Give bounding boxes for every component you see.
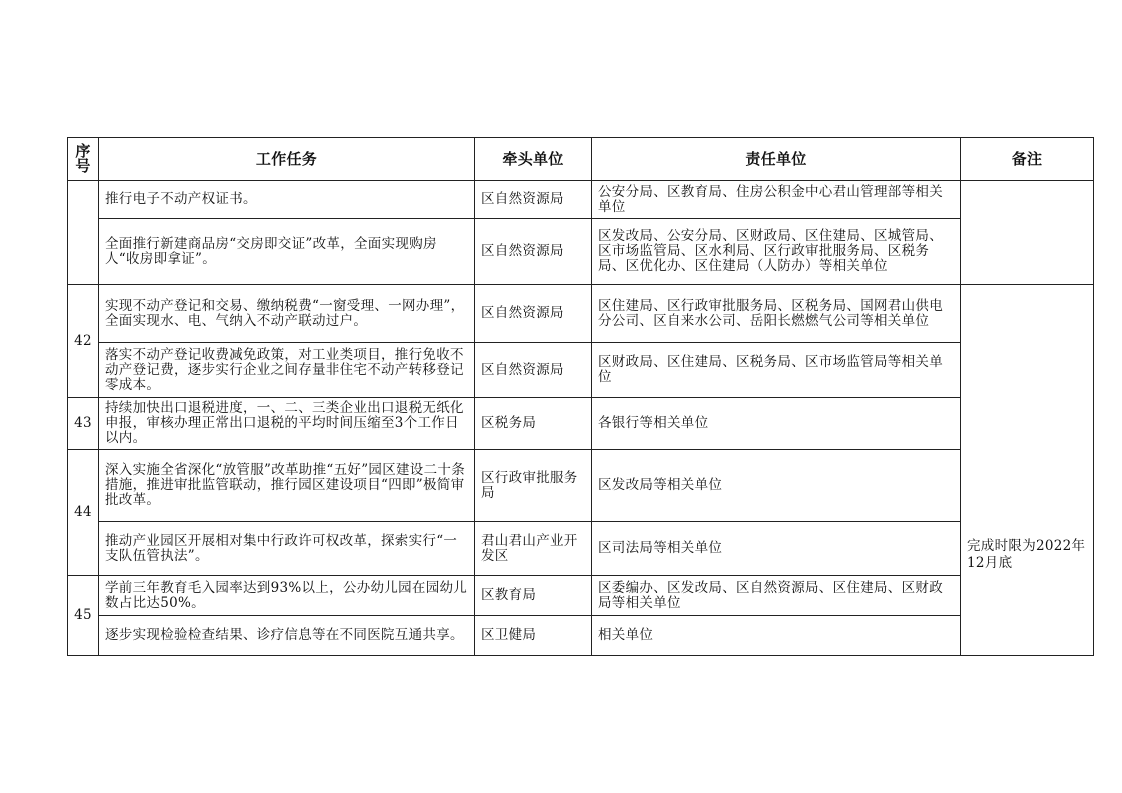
table-header-row <box>68 138 1094 181</box>
task-cell: 逐步实现检验检查结果、诊疗信息等在不同医院互通共享。 <box>99 616 475 656</box>
resp-cell: 区发改局、公安分局、区财政局、区住建局、区城管局、区市场监管局、区水利局、区行政审批服务局、区税务局、区优化办、区住建局（人防办）等相关单位 <box>592 219 961 285</box>
seq-cell: 44 <box>68 450 99 576</box>
task-cell: 深入实施全省深化“放管服”改革助推“五好”园区建设二十条措施，推进审批监管联动，推行园区建设项目“四即”极简审批改革。 <box>99 450 475 522</box>
lead-cell: 区税务局 <box>475 398 592 450</box>
table-row <box>68 398 1094 450</box>
note-cell <box>961 285 1094 656</box>
table-row <box>68 450 1094 522</box>
header-task: 工作任务 <box>99 138 475 181</box>
table-row <box>68 219 1094 285</box>
resp-cell: 区财政局、区住建局、区税务局、区市场监管局等相关单位 <box>592 343 961 398</box>
task-cell: 学前三年教育毛入园率达到93%以上，公办幼儿园在园幼儿数占比达50%。 <box>99 576 475 616</box>
table-row <box>68 522 1094 576</box>
table-row <box>68 576 1094 616</box>
resp-cell: 区发改局等相关单位 <box>592 450 961 522</box>
lead-cell: 区行政审批服务局 <box>475 450 592 522</box>
lead-cell: 区自然资源局 <box>475 285 592 343</box>
lead-cell: 区自然资源局 <box>475 181 592 219</box>
seq-cell: 42 <box>68 285 99 398</box>
task-cell: 推行电子不动产权证书。 <box>99 181 475 219</box>
table-row <box>68 616 1094 656</box>
lead-cell: 区卫健局 <box>475 616 592 656</box>
seq-cell <box>68 181 99 285</box>
resp-cell: 公安分局、区教育局、住房公积金中心君山管理部等相关单位 <box>592 181 961 219</box>
task-cell: 全面推行新建商品房“交房即交证”改革，全面实现购房人“收房即拿证”。 <box>99 219 475 285</box>
task-cell: 落实不动产登记收费减免政策，对工业类项目，推行免收不动产登记费，逐步实行企业之间存量非住宅不动产转移登记零成本。 <box>99 343 475 398</box>
task-cell: 持续加快出口退税进度，一、二、三类企业出口退税无纸化申报，审核办理正常出口退税的平均时间压缩至3个工作日以内。 <box>99 398 475 450</box>
resp-cell: 相关单位 <box>592 616 961 656</box>
header-note: 备注 <box>961 138 1094 181</box>
header-resp: 责任单位 <box>592 138 961 181</box>
deadline-note: 完成时限为2022年12月底 <box>967 537 1086 571</box>
task-cell: 推动产业园区开展相对集中行政许可权改革，探索实行“一支队伍管执法”。 <box>99 522 475 576</box>
resp-cell: 各银行等相关单位 <box>592 398 961 450</box>
header-lead: 牵头单位 <box>475 138 592 181</box>
seq-cell: 43 <box>68 398 99 450</box>
work-task-table <box>67 137 1094 656</box>
lead-cell: 区自然资源局 <box>475 219 592 285</box>
task-cell: 实现不动产登记和交易、缴纳税费“一窗受理、一网办理”，全面实现水、电、气纳入不动产联动过户。 <box>99 285 475 343</box>
table-row <box>68 285 1094 343</box>
table-row <box>68 181 1094 219</box>
resp-cell: 区委编办、区发改局、区自然资源局、区住建局、区财政局等相关单位 <box>592 576 961 616</box>
resp-cell: 区司法局等相关单位 <box>592 522 961 576</box>
lead-cell: 君山君山产业开发区 <box>475 522 592 576</box>
lead-cell: 区教育局 <box>475 576 592 616</box>
header-seq: 序号 <box>68 138 99 181</box>
table-row <box>68 343 1094 398</box>
lead-cell: 区自然资源局 <box>475 343 592 398</box>
seq-cell: 45 <box>68 576 99 656</box>
resp-cell: 区住建局、区行政审批服务局、区税务局、国网君山供电分公司、区自来水公司、岳阳长燃燃气公司等相关单位 <box>592 285 961 343</box>
note-cell <box>961 181 1094 285</box>
